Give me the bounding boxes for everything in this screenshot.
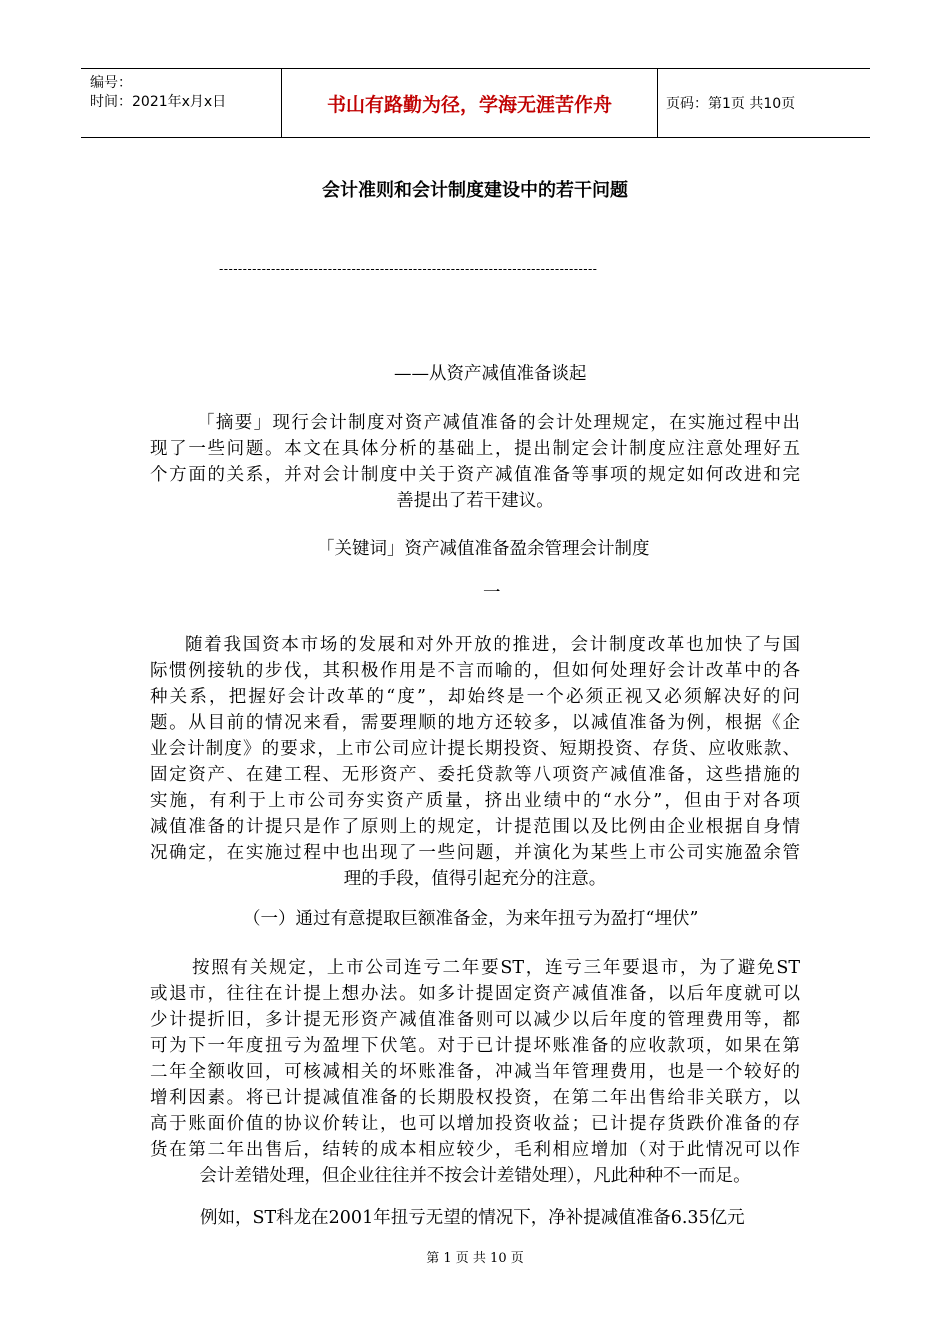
section-heading-one: 一: [483, 583, 501, 603]
document-header: [81, 68, 870, 138]
paragraph-line: 或退市，往往在计提上想办法。如多计提固定资产减值准备，以后年度就可以: [150, 984, 800, 1004]
paragraph-line: 种关系，把握好会计改革的“度”，却始终是一个必须正视又必须解决好的问: [150, 687, 800, 707]
paragraph-line: 增利因素。将已计提减值准备的长期股权投资，在第二年出售给非关联方，以: [150, 1088, 800, 1108]
abstract-paragraph: [150, 410, 800, 514]
paragraph-line: 二年全额收回，可核减相关的坏账准备，冲减当年管理费用，也是一个较好的: [150, 1062, 800, 1082]
separator-line: --------------------------------------------------------------------------------: [219, 262, 598, 276]
paragraph-3-start: 例如，ST科龙在2001年扭亏无望的情况下，净补提减值准备6.35亿元: [200, 1208, 745, 1228]
document-title: 会计准则和会计制度建设中的若干问题: [322, 180, 628, 201]
paragraph-line: 题。从目前的情况来看，需要理顺的地方还较多，以减值准备为例，根据《企: [150, 713, 800, 733]
document-number-label: 编号：: [90, 75, 132, 91]
keywords: 「关键词」资产减值准备盈余管理会计制度: [317, 539, 650, 559]
paragraph-line: 高于账面价值的协议价转让，也可以增加投资收益；已计提存货跌价准备的存: [150, 1114, 800, 1134]
paragraph-line: 理的手段，值得引起充分的注意。: [343, 869, 607, 889]
abstract-line: 善提出了若干建议。: [396, 491, 554, 511]
paragraph-line: 况确定，在实施过程中也出现了一些问题，并演化为某些上市公司实施盈余管: [150, 843, 800, 863]
paragraph-line: 货在第二年出售后，结转的成本相应较少，毛利相应增加（对于此情况可以作: [150, 1140, 800, 1160]
paragraph-line: 业会计制度》的要求，上市公司应计提长期投资、短期投资、存货、应收账款、: [150, 739, 800, 759]
abstract-line: 个方面的关系，并对会计制度中关于资产减值准备等事项的规定如何改进和完: [150, 465, 800, 485]
subheading-1: （一）通过有意提取巨额准备金，为来年扭亏为盈打“埋伏”: [243, 909, 699, 929]
document-date: 时间：2021年x月x日: [90, 94, 227, 110]
paragraph-line: 会计差错处理，但企业往往并不按会计差错处理），凡此种种不一而足。: [199, 1166, 751, 1186]
header-motto: 书山有路勤为径，学海无涯苦作舟: [282, 69, 658, 137]
abstract-line: 现了一些问题。本文在具体分析的基础上，提出制定会计制度应注意处理好五: [150, 439, 800, 459]
header-page-info: 页码：第1页 共10页: [666, 96, 796, 112]
paragraph-line: 实施，有利于上市公司夯实资产质量，挤出业绩中的“水分”，但由于对各项: [150, 791, 800, 811]
paragraph-line: 固定资产、在建工程、无形资产、委托贷款等八项资产减值准备，这些措施的: [150, 765, 800, 785]
paragraph-line: 随着我国资本市场的发展和对外开放的推进，会计制度改革也加快了与国: [185, 635, 800, 655]
paragraph-1: [150, 632, 800, 892]
abstract-line: 「摘要」现行会计制度对资产减值准备的会计处理规定，在实施过程中出: [197, 413, 800, 433]
paragraph-line: 可为下一年度扭亏为盈埋下伏笔。对于已计提坏账准备的应收款项，如果在第: [150, 1036, 800, 1056]
paragraph-line: 际惯例接轨的步伐，其积极作用是不言而喻的，但如何处理好会计改革中的各: [150, 661, 800, 681]
paragraph-line: 减值准备的计提只是作了原则上的规定，计提范围以及比例由企业根据自身情: [150, 817, 800, 837]
paragraph-2: [150, 955, 800, 1189]
page-footer: 第 1 页 共 10 页: [426, 1251, 524, 1266]
paragraph-line: 按照有关规定，上市公司连亏二年要ST，连亏三年要退市，为了避免ST: [192, 958, 800, 978]
subtitle: ——从资产减值准备谈起: [394, 364, 587, 384]
header-info-cell: [81, 69, 282, 137]
paragraph-line: 少计提折旧，多计提无形资产减值准备则可以减少以后年度的管理费用等，都: [150, 1010, 800, 1030]
